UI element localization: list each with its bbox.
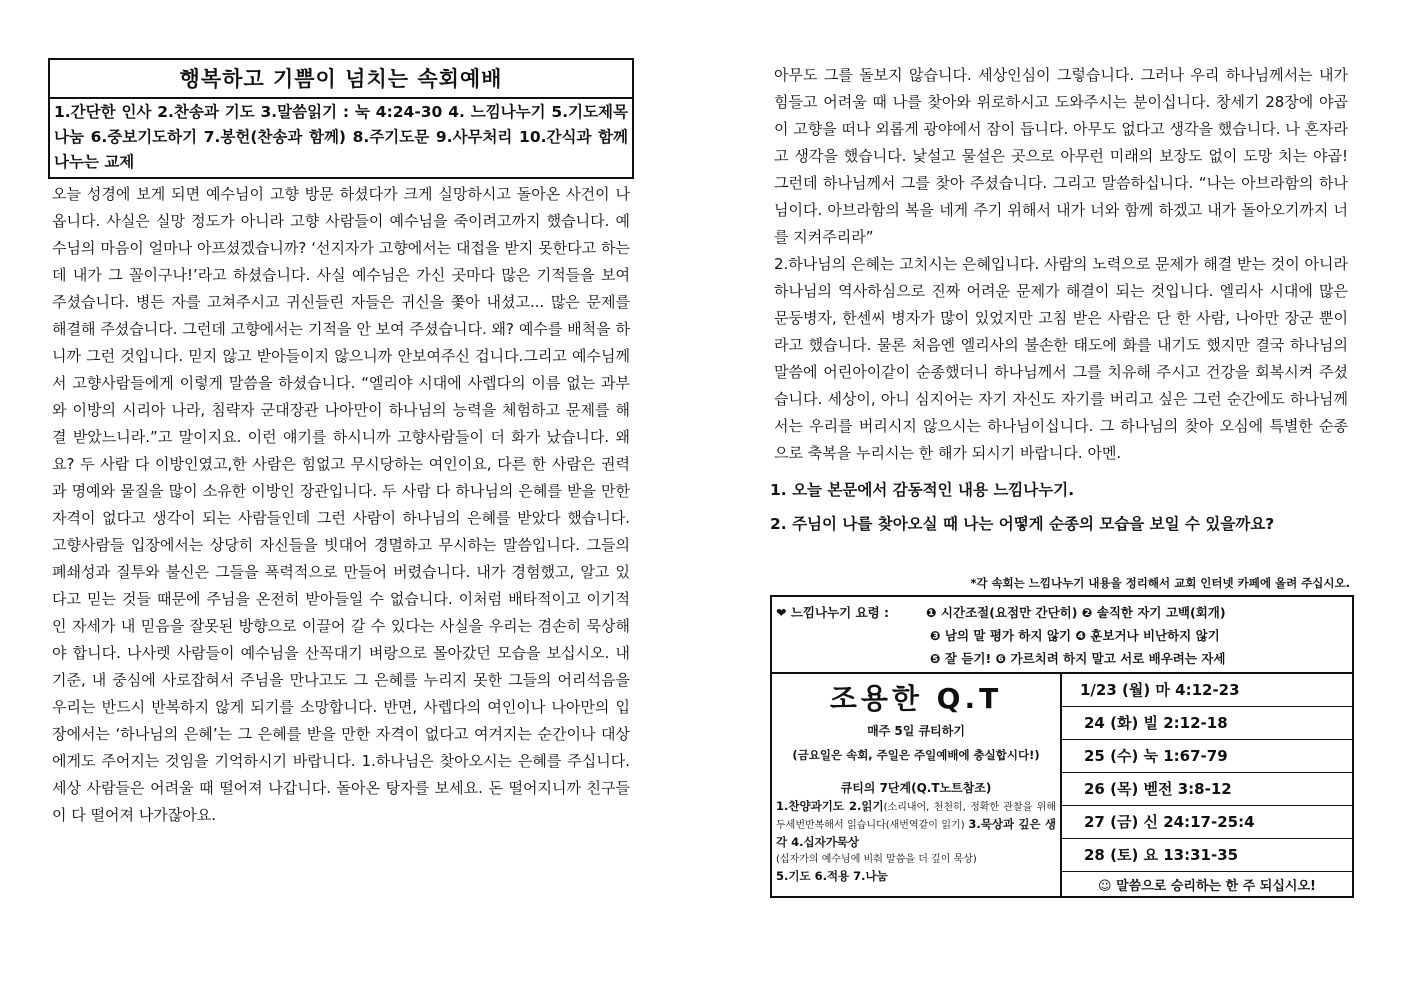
guide-line-1 [776,601,1346,624]
worship-order: 1.간단한 인사 2.찬송과 기도 3.말씀읽기 : 눅 4:24-30 4. 느낌나누기 5.기도제목 나눔 6.중보기도하기 7.봉헌(찬송과 함께) 8.주기도문 9.사무처리 10.간식과 함께 나누는 교제 [54,103,628,171]
qt-step-a-note: (소리내어, 천천히, 정확한 관찰을 위해 두세번반복해서 읽습니다(새번역같이 읽기) [776,802,1057,831]
schedule-row: 25 (수) 눅 1:67-79 [1062,740,1352,773]
guide-item-2: ❸ 남의 말 평가 하지 않기 ❹ 훈보거나 비난하지 않기 [930,628,1220,643]
qt-step-a: 1.찬양과기도 2.읽기 [776,799,884,813]
sermon-continued [770,62,1352,467]
guide-item-3: ❺ 잘 듣기! ❻ 가르치려 하지 말고 서로 배우려는 자세 [930,651,1226,666]
guide-item-1: ❶ 시간조절(요점만 간단히) ❷ 솔직한 자기 고백(회개) [926,605,1226,620]
sharing-guide [772,597,1352,674]
qt-schedule [1062,674,1352,896]
schedule-row: 24 (화) 빌 2:12-18 [1062,707,1352,740]
question-2: 2. 주님이 나를 찾아오실 때 나는 어떻게 순종의 모습을 보일 수 있을까요? [770,515,1275,533]
right-column [770,62,1352,898]
qt-step-b-note: (십자가의 예수님에 비춰 말씀을 더 깊이 묵상) [776,854,977,865]
sharing-note: *각 속회는 느낌나누기 내용을 정리해서 교회 인터넷 카페에 올려 주십시오. [970,576,1350,590]
left-column [48,58,634,829]
sermon-paragraph-2: 2.하나님의 은혜는 고치시는 은혜입니다. 사람의 노력으로 문제가 해결 받는 것이 아니라 하나님의 역사하심으로 진짜 어려운 문제가 해결이 되는 것입니다. 엘리사 시대에 많은 문둥병자, 한센씨 병자가 많이 있었지만 고침 받은 사람은 단 한 사람, 나아만 장군 뿐이라고 했습니다. 물론 처음엔 엘리사의 불손한 태도에 화를 내기도 했지만 결국 하나님의 말씀에 어린아이같이 순종했더니 하나님께서 그를 치유해 주시고 건강을 회복시켜 주셨습니다. 세상이, 아니 심지어는 자기 자신도 자기를 버리고 싶은 그런 순간에도 하나님께서는 우리를 버리시지 않으시는 하나님이십니다. 그 하나님의 찾아 오심에 특별한 순종으로 축복을 누리시는 한 해가 되시기 바랍니다. 아멘. [774,255,1348,462]
sermon-body [48,179,634,829]
worship-header-box [48,58,634,179]
sermon-paragraph: 오늘 성경에 보게 되면 예수님이 고향 방문 하셨다가 크게 실망하시고 돌아온 사건이 나옵니다. 사실은 실망 정도가 아니라 고향 사람들이 예수님을 죽이려고까지 했습니다. 예수님의 마음이 얼마나 아프셨겠습니까? ‘선지자가 고향에서는 대접을 받지 못한다고 하는데 내가 그 꼴이구나!’라고 하셨습니다. 사실 예수님은 가신 곳마다 많은 기적들을 보여 주셨습니다. 병든 자를 고쳐주시고 귀신들린 자들은 귀신을 쫓아 내셨고... 많은 문제를 해결해 주셨습니다. 그런데 고향에서는 기적을 안 보여 주셨습니다. 왜? 예수를 배척을 하니까 그런 것입니다. 믿지 않고 받아들이지 않으니까 안보여주신 겁니다.그리고 예수님께서 고향사람들에게 이렇게 말씀을 하셨습니다. “엘리야 시대에 사렙다의 이름 없는 과부와 이방의 시리아 나라, 침략자 군대장관 나아만이 하나님의 능력을 체험하고 문제를 해결 받았느니라.”고 말이지요. 이런 얘기를 하시니까 고향사람들이 더 화가 났습니다. 왜요? 두 사람 다 이방인였고,한 사람은 힘없고 무시당하는 여인이요, 다른 한 사람은 권력과 명예와 물질을 많이 소유한 이방인 장관입니다. 두 사람 다 하나님의 은혜를 받을 만한 자격이 없다고 생각이 되는 사람들인데 그런 사람이 하나님의 은혜를 받았다 했습니다. 고향사람들 입장에서는 상당히 자신들을 빗대어 경멸하고 무시하는 말씀입니다. 그들의 폐쇄성과 질투와 불신은 그들을 폭력적으로 만들어 버렸습니다. 내가 경험했고, 알고 있다고 믿는 것들 때문에 주님을 온전히 받아들일 수 없습니다. 이처럼 배타적이고 이기적인 자세가 내 믿음을 잘못된 방향으로 이끌어 갈 수 있다는 사실을 우리는 겸손히 묵상해야 합니다. 나사렛 사람들이 예수님을 산꼭대기 벼랑으로 몰아갔던 모습을 보십시오. 내 기준, 내 중심에 사로잡혀서 주님을 만나고도 그 은혜를 누리지 못한 그들의 어리석음을 우리는 반드시 반복하지 않게 되기를 소망합니다. 반면, 사렙다의 여인이나 나아만의 입장에서는 ‘하나님의 은혜’는 그 은혜를 받을 만한 자격이 없다고 여겨지는 순간이나 대상에게도 주어지는 것임을 기억하시기 바랍니다. 1.하나님은 찾아오시는 은혜를 주십니다. 세상 사람들은 어려울 때 떨어져 나갑니다. 돌아온 탕자를 보세요. 돈 떨어지니까 친구들이 다 떨어져 나가잖아요. [52,185,630,824]
qt-title: 조용한 Q.T [829,682,1003,715]
qt-steps-title: 큐티의 7단계(Q.T노트참조) [840,781,992,795]
schedule-row: 26 (목) 벧전 3:8-12 [1062,773,1352,806]
schedule-footer: ☺ 말씀으로 승리하는 한 주 되십시오! [1098,879,1316,894]
qt-section [772,674,1352,896]
qt-steps [776,798,1056,885]
guide-label: ❤ 느낌나누기 요령 : [776,605,890,620]
qt-subtitle: 매주 5일 큐티하기 [867,724,965,738]
qt-step-b: 3.묵상과 깊은 생각 4.십자가묵상 [776,817,1056,849]
schedule-row: 28 (토) 요 13:31-35 [1062,839,1352,872]
schedule-row: 1/23 (월) 마 4:12-23 [1062,674,1352,707]
sermon-paragraph-1: 아무도 그를 돌보지 않습니다. 세상인심이 그렇습니다. 그러나 우리 하나님께서는 내가 힘들고 어려울 때 나를 찾아와 위로하시고 도와주시는 분이십니다. 창세기 28장에 야곱이 고향을 떠나 외롭게 광야에서 잠이 듭니다. 아무도 없다고 생각을 했습니다. 나 혼자라고 생각을 했습니다. 낯설고 물설은 곳으로 아무런 미래의 보장도 없이 도망 치는 야곱! 그런데 하나님께서 그를 찾아 주셨습니다. 그리고 말씀하십니다. “나는 아브라함의 하나님이다. 아브라함의 복을 네게 주기 위해서 내가 너와 함께 하겠고 내가 돌아오기까지 너를 지켜주리라” [774,66,1348,246]
page-title: 행복하고 기쁨이 넘치는 속회예배 [50,60,632,99]
question-1: 1. 오늘 본문에서 감동적인 내용 느낌나누기. [770,481,1075,499]
qt-step-c: 5.기도 6.적용 7.나눔 [776,869,888,883]
schedule-row: 27 (금) 신 24:17-25:4 [1062,806,1352,839]
qt-box [770,595,1354,898]
qt-info [772,674,1062,896]
qt-note: (금요일은 속회, 주일은 주일예배에 충실합시다!) [792,748,1040,762]
